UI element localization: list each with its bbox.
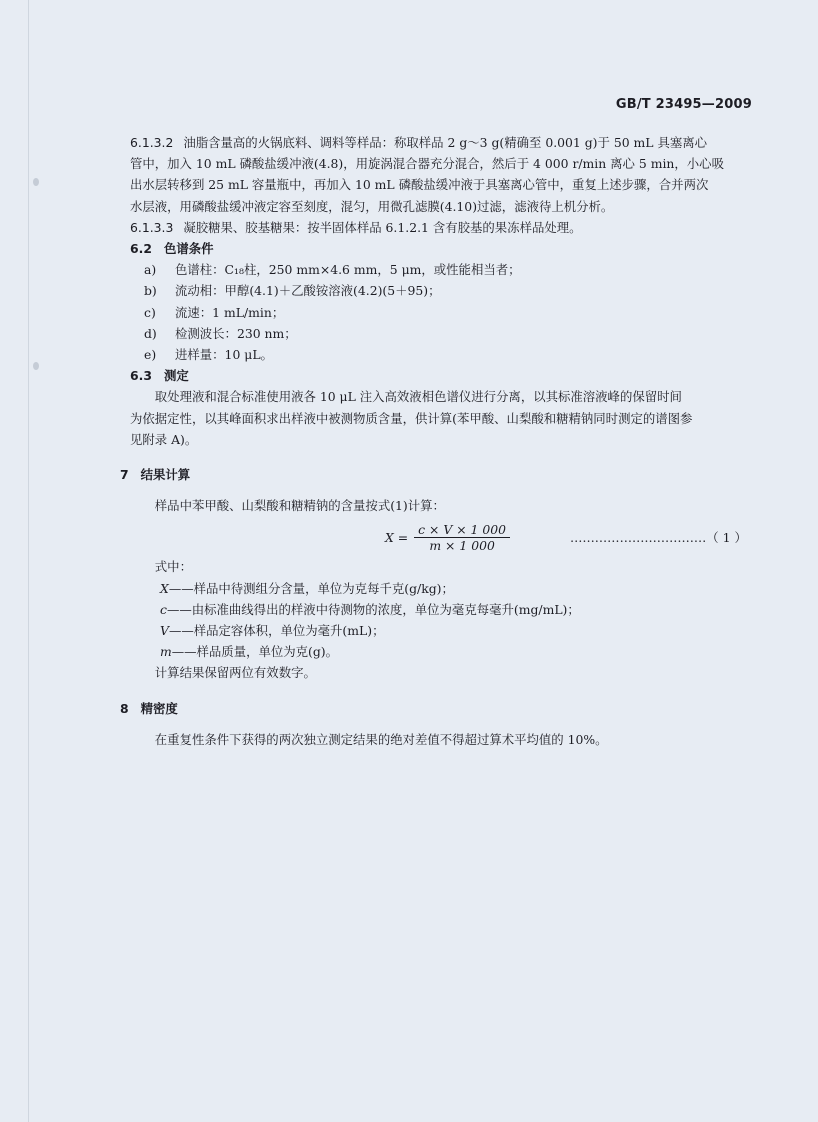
variable-definition: m——样品质量，单位为克(g)。 bbox=[160, 644, 339, 660]
clause-6-1-3-2-line-3: 出水层转移到 25 mL 容量瓶中，再加入 10 mL 磷酸盐缓冲液于具塞离心管中，重复上述步骤，合并两次 bbox=[130, 177, 709, 193]
formula-denominator: m × 1 000 bbox=[429, 538, 495, 554]
paragraph-line: 为依据定性，以其峰面积求出样液中被测物质含量，供计算(苯甲酸、山梨酸和糖精钠同时测定的谱图参 bbox=[130, 410, 693, 426]
clause-6-1-3-2-line-1: 6.1.3.2 油脂含量高的火锅底料、调料等样品：称取样品 2 g～3 g(精确至 0.001 g)于 50 mL 具塞离心 bbox=[130, 135, 708, 150]
list-item: a) 色谱柱：C₁₈柱，250 mm×4.6 mm，5 μm，或性能相当者； bbox=[144, 262, 521, 278]
binding-hole bbox=[33, 178, 39, 186]
clause-6-1-3-3: 6.1.3.3 凝胶糖果、胶基糖果：按半固体样品 6.1.2.1 含有胶基的果冻样品处理。 bbox=[130, 219, 582, 235]
equation-number: ……………………………（ 1 ） bbox=[570, 530, 747, 546]
section-heading-7: 7 结果计算 bbox=[120, 467, 191, 483]
variable-definition: c——由标准曲线得出的样液中待测物的浓度，单位为毫克每毫升(mg/mL)； bbox=[160, 601, 580, 617]
where-label: 式中： bbox=[154, 559, 192, 575]
formula-numerator: c × V × 1 000 bbox=[414, 522, 510, 538]
clause-6-1-3-2-line-4: 水层液，用磷酸盐缓冲液定容至刻度，混匀，用微孔滤膜(4.10)过滤，滤液待上机分析。 bbox=[130, 198, 614, 214]
page-edge bbox=[28, 0, 29, 1122]
result-note: 计算结果保留两位有效数字。 bbox=[154, 665, 316, 681]
formula-1 bbox=[130, 518, 752, 556]
list-item: e) 进样量：10 μL。 bbox=[144, 347, 273, 363]
formula-intro: 样品中苯甲酸、山梨酸和糖精钠的含量按式(1)计算： bbox=[154, 498, 445, 514]
binding-hole bbox=[33, 362, 39, 370]
clause-6-1-3-2-line-2: 管中，加入 10 mL 磷酸盐缓冲液(4.8)，用旋涡混合器充分混合，然后于 4 000 r/min 离心 5 min，小心吸 bbox=[130, 156, 724, 172]
list-item: d) 检测波长：230 nm； bbox=[144, 325, 297, 341]
variable-definition: X——样品中待测组分含量，单位为克每千克(g/kg)； bbox=[160, 580, 454, 596]
paragraph-line: 见附录 A)。 bbox=[130, 431, 198, 447]
formula-lhs: X = bbox=[385, 530, 409, 546]
list-item: c) 流速：1 mL/min； bbox=[144, 304, 285, 320]
section-heading-6-3: 6.3 测定 bbox=[130, 368, 189, 384]
clause-number: 6.1.3.2 bbox=[130, 135, 174, 150]
document-body bbox=[120, 132, 752, 750]
precision-text: 在重复性条件下获得的两次独立测定结果的绝对差值不得超过算术平均值的 10%。 bbox=[154, 731, 608, 747]
section-heading-6-2: 6.2 色谱条件 bbox=[130, 241, 214, 257]
paragraph-line: 取处理液和混合标准使用液各 10 μL 注入高效液相色谱仪进行分离，以其标准溶液峰的保留时间 bbox=[154, 389, 682, 405]
list-item: b) 流动相：甲醇(4.1)＋乙酸铵溶液(4.2)(5＋95)； bbox=[144, 283, 441, 299]
variable-definition: V——样品定容体积，单位为毫升(mL)； bbox=[160, 623, 385, 639]
clause-number: 6.1.3.3 bbox=[130, 219, 174, 235]
standard-number: GB/T 23495—2009 bbox=[615, 97, 752, 112]
section-heading-8: 8 精密度 bbox=[120, 700, 178, 716]
